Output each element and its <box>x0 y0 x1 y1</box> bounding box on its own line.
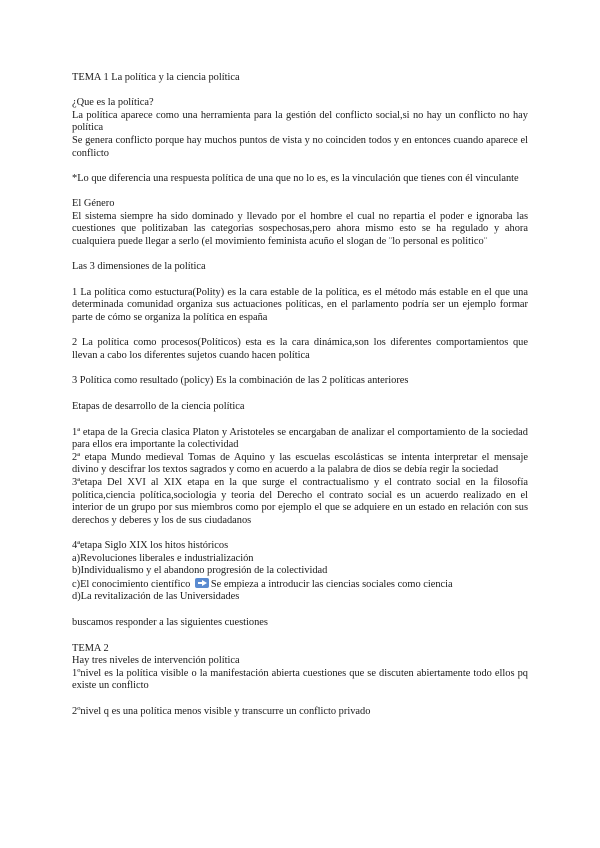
tema2-intro: Hay tres niveles de intervención política <box>72 655 240 667</box>
etapa-4-item-c <box>72 578 528 592</box>
dimension-1: 1 La política como estuctura(Polity) es la cara estable de la política, es el método más estable en el que una determinada comunidad organiza sus actuaciones políticas, en el parlamento podría ser un ejemplo formar parte de cómo se organiza la política en españa <box>72 286 528 323</box>
document-body <box>72 72 528 718</box>
genero-paragraph: El sistema siempre ha sido dominado y llevado por el hombre el cual no repartia el poder e ignoraba las cuestiones que politizaban las categorias sospechosas,pero ahora mismo esto se ha regulado y ahora cualquiera puede llegar a serlo (el movimiento feminista acuño el slogan de ¨lo personal es politico¨ <box>72 210 528 247</box>
etapas-heading: Etapas de desarrollo de la ciencia política <box>72 401 245 413</box>
cuestiones-line: buscamos responder a las siguientes cuestiones <box>72 616 268 628</box>
tema1-title: TEMA 1 La política y la ciencia política <box>72 72 240 83</box>
q-paragraph-2: Se genera conflicto porque hay muchos puntos de vista y no coinciden todos y en entonces cuando aparece el conflicto <box>72 134 528 159</box>
right-arrow-icon <box>195 578 209 588</box>
dimensiones-heading: Las 3 dimensiones de la política <box>72 260 206 272</box>
dimension-2: 2 La política como procesos(Políticos) esta es la cara dinámica,son los diferentes comportamientos que llevan a cabo los diferentes sujetos cuando hacen política <box>72 337 528 361</box>
tema2-title: TEMA 2 <box>72 642 109 654</box>
vinculante-paragraph: *Lo que diferencia una respuesta política de una que no lo es, es la vinculación que tienes con él vinculante <box>72 172 519 184</box>
etapa-4-heading: 4ªetapa Siglo XIX los hitos históricos <box>72 540 229 551</box>
etapa-3: 3ªetapa Del XVI al XIX etapa en la que surge el contractualismo y el contrato social en la filosofía política,ciencia política,sociologia y teoria del Derecho el contrato social es un acuerdo realizado en el interior de un grupo por sus miembros como por ejemplo el que se adquiere en un estado en relación con sus derechos y deberes y los de sus ciudadanos <box>72 477 528 526</box>
dimension-3: 3 Política como resultado (policy) Es la combinación de las 2 políticas anteriores <box>72 375 409 387</box>
genero-heading: El Género <box>72 197 115 209</box>
etapa-4-item-a: a)Revoluciones liberales e industrialización <box>72 552 254 564</box>
q-heading: ¿Que es la política? <box>72 97 154 109</box>
etapa-4-item-d: d)La revitalización de las Universidades <box>72 591 240 603</box>
etapa-4-item-c-post: Se empieza a introducir las ciencias sociales como ciencia <box>210 578 453 590</box>
etapa-1: 1ª etapa de la Grecia clasica Platon y Aristoteles se encargaban de analizar el comportamiento de la sociedad para ellos era importante la colectividad <box>72 426 528 451</box>
q-paragraph-1: La política aparece como una herramienta para la gestión del conflicto social,si no hay un conflicto no hay política <box>72 109 528 134</box>
etapa-4-item-b: b)Individualismo y el abandono progresión de la colectividad <box>72 565 328 577</box>
etapa-2: 2ª etapa Mundo medieval Tomas de Aquino y las escuelas escolásticas se intenta interpretar el mensaje divino y descifrar los textos sagrados y como en acuerdo a la palabra de dios se debía regir la sociedad <box>72 451 528 476</box>
nivel-1: 1ºnivel es la política visible o la manifestación abierta cuestiones que se discuten abiertamente todo ellos pq existe un conflicto <box>72 667 528 692</box>
nivel-2: 2ºnivel q es una política menos visible y transcurre un conflicto privado <box>72 705 371 717</box>
etapa-4-item-c-pre: c)El conocimiento científico <box>72 578 191 590</box>
